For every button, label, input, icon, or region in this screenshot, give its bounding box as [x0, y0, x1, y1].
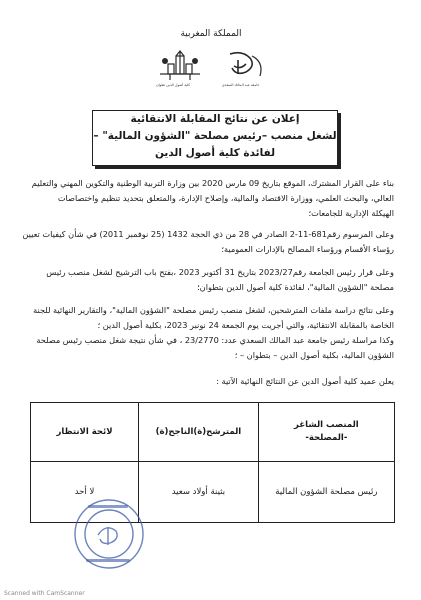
paragraph-line: العالي، والبحث العلمي، ووزارة الاقتصاد والمالية، وإصلاح الإدارة، والمتعلق بتحديد تنظيم واختصاصات	[57, 193, 394, 203]
kingdom-heading: المملكة المغربية	[180, 29, 242, 39]
paragraph-line: وعلى نتائج دراسة ملفات المترشحين، لشغل منصب رئيس مصلحة "الشؤون المالية"، والتقارير النهائية للجنة	[33, 305, 394, 315]
scanner-watermark: Scanned with CamScanner	[4, 590, 85, 597]
paragraph-line: الشؤون المالية، بكلية أصول الدين – بتطوان – ؛	[234, 350, 394, 360]
paragraph-line: يعلن عميد كلية أصول الدين عن النتائج النهائية الآتية :	[216, 376, 394, 386]
faculty-logo-icon	[150, 48, 210, 96]
paragraph-line: وعلى المرسوم رقم681-11-2 الصادر في 28 من ذي الحجة 1432 (25 نوفمبر 2011) في شأن كيفيات تعيين	[22, 229, 394, 239]
paragraph-dean-announcement	[30, 374, 394, 389]
paragraph-line: الخاصة بالمقابلة الانتقائية، والتي أجريت يوم الجمعة 24 نونبر 2023، بكلية أصول الدين ؛	[97, 320, 394, 330]
table-header-row	[31, 403, 395, 462]
header-logos	[150, 48, 275, 98]
header-position-line1: المنصب الشاغر	[294, 420, 359, 430]
paragraph-results-basis	[30, 303, 394, 363]
cell-candidate: بثينة أولاد سعيد	[139, 462, 259, 523]
paragraph-line: مصلحة "الشؤون المالية"، لفائدة كلية أصول الدين بتطوان؛	[197, 282, 394, 292]
university-logo-caption: جامعة عبد المالك السعدي	[222, 83, 260, 87]
header-waitlist: لائحة الانتظار	[31, 403, 139, 462]
header-position	[258, 403, 394, 462]
official-stamp-icon	[70, 495, 148, 573]
cell-position: رئيس مصلحة الشؤون المالية	[258, 462, 394, 523]
cell-waitlist: لا أحد	[31, 462, 139, 523]
paragraph-decree	[22, 227, 394, 257]
paragraph-joint-decision	[30, 176, 394, 221]
title-line-1: إعلان عن نتائج المقابلة الانتقائية	[130, 113, 300, 125]
header-candidate: المترشح(ة)الناجح(ة)	[139, 403, 259, 462]
paragraph-line: رؤساء الأقسام ورؤساء المصالح بالإدارات العمومية؛	[221, 244, 394, 254]
paragraph-line: الهيكلة الإدارية للجامعات؛	[308, 208, 394, 218]
title-line-2: لشغل منصب –رئيس مصلحة "الشؤون المالية" –	[93, 130, 337, 142]
paragraph-line: بناء على القرار المشترك، الموقع بتاريخ 09 مارس 2020 بين وزارة التربية الوطنية والتكوين المهني والتعليم	[31, 178, 394, 188]
paragraph-line: وعلى قرار رئيس الجامعة رقم2023/27 بتاريخ 31 أكتوبر 2023 ،بفتح باب الترشيح لشغل منصب رئيس	[46, 267, 394, 277]
university-logo-icon	[216, 48, 274, 96]
header-position-line2: -المصلحة-	[305, 433, 348, 443]
faculty-logo-caption: كلية أصول الدين تطوان	[156, 83, 191, 87]
title-line-3: لفائدة كلية أصول الدين	[154, 147, 276, 159]
paragraph-president-decision	[30, 265, 394, 295]
paragraph-line: وكذا مراسلة رئيس جامعة عبد المالك السعدي عدد: 23/2770 ، في شأن نتيجة شغل منصب رئيس مصلحة	[36, 335, 394, 345]
announcement-title	[92, 110, 338, 166]
